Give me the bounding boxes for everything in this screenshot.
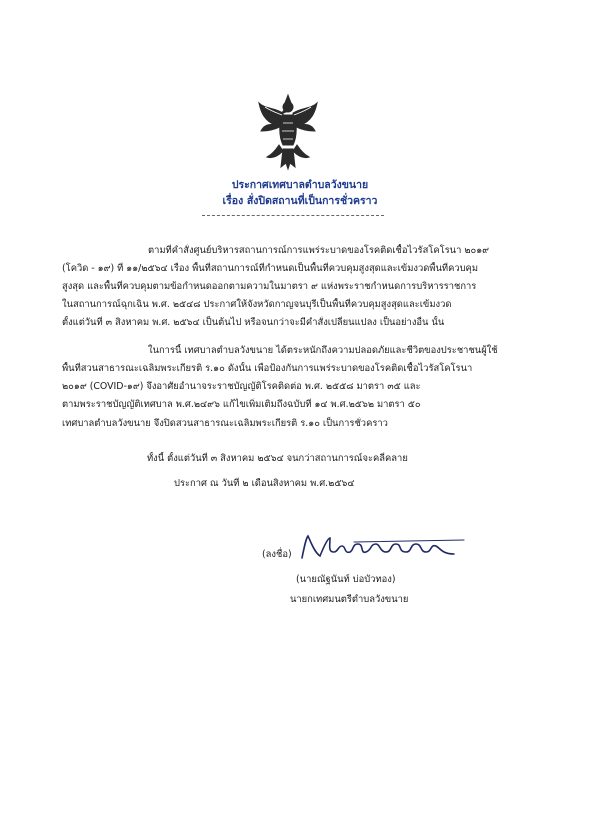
paragraph2-line: เทศบาลตำบลวังขนาย จึงปิดสวนสาธารณะเฉลิมพระเกียรติ ร.๑๐ เป็นการชั่วคราว	[62, 418, 388, 429]
paragraph2-line: พื้นที่สวนสาธารณะเฉลิมพระเกียรติ ร.๑๐ ดังนั้น เพื่อป้องกันการแพร่ระบาดของโรคติดเชื้อไวรัสโคโรนา	[62, 363, 473, 374]
paragraph1-line: ในสถานการณ์ฉุกเฉิน พ.ศ. ๒๕๔๘ ประกาศให้จังหวัดกาญจนบุรีเป็นพื้นที่ควบคุมสูงสุดและเข้มงวด	[62, 299, 452, 310]
title-divider	[202, 215, 384, 216]
paragraph2-line: ๒๐๑๙ (COVID-๑๙) จึงอาศัยอำนาจระราชบัญญัติโรคติดต่อ พ.ศ. ๒๕๕๘ มาตรา ๓๕ และ	[62, 381, 421, 392]
paragraph1-line: ตั้งแต่วันที่ ๓ สิงหาคม พ.ศ. ๒๕๖๔ เป็นต้นไป หรือจนกว่าจะมีคำสั่งเปลี่ยนแปลง เป็นอย่างอื่น นั้น	[62, 317, 445, 328]
garuda-emblem-icon	[257, 93, 319, 171]
signer-name: (นายณัฐนันท์ บ่อบัวทอง)	[296, 574, 396, 585]
paragraph2-line: ในการนี้ เทศบาลตำบลวังขนาย ได้ตระหนักถึงความปลอดภัยและชีวิตของประชาชนผู้ใช้	[148, 345, 498, 356]
paragraph2-line: ตามพระราชบัญญัติเทศบาล พ.ศ.๒๔๙๖ แก้ไขเพิ่มเติมถึงฉบับที่ ๑๔ พ.ศ.๒๕๖๒ มาตรา ๕๐	[62, 399, 421, 410]
paragraph1-line: ตามที่คำสั่งศูนย์บริหารสถานการณ์การแพร่ระบาดของโรคติดเชื้อไวรัสโคโรนา ๒๐๑๙	[148, 245, 490, 256]
announcement-title: ประกาศเทศบาลตำบลวังขนาย	[231, 179, 369, 191]
paragraph1-line: (โควิด - ๑๙) ที่ ๑๑/๒๕๖๔ เรื่อง พื้นที่สถานการณ์ที่กำหนดเป็นพื้นที่ควบคุมสูงสุดและเข้มงวดพื้นที่ควบคุม	[62, 263, 479, 274]
paragraph1-line: สูงสุด และพื้นที่ควบคุมตามข้อกำหนดออกตามความในมาตรา ๙ แห่งพระราชกำหนดการบริหารราชการ	[62, 281, 477, 292]
handwritten-signature	[294, 530, 472, 566]
announcement-date-line: ประกาศ ณ วันที่ ๒ เดือนสิงหาคม พ.ศ.๒๕๖๔	[174, 478, 355, 489]
announcement-subject: เรื่อง สั่งปิดสถานที่เป็นการชั่วคราว	[222, 195, 378, 207]
effective-date-line: ทั้งนี้ ตั้งแต่วันที่ ๓ สิงหาคม ๒๕๖๔ จนกว่าสถานการณ์จะคลี่คลาย	[147, 453, 408, 464]
signer-position: นายกเทศมนตรีตำบลวังขนาย	[290, 594, 409, 605]
signature-label: (ลงชื่อ)	[262, 549, 292, 560]
